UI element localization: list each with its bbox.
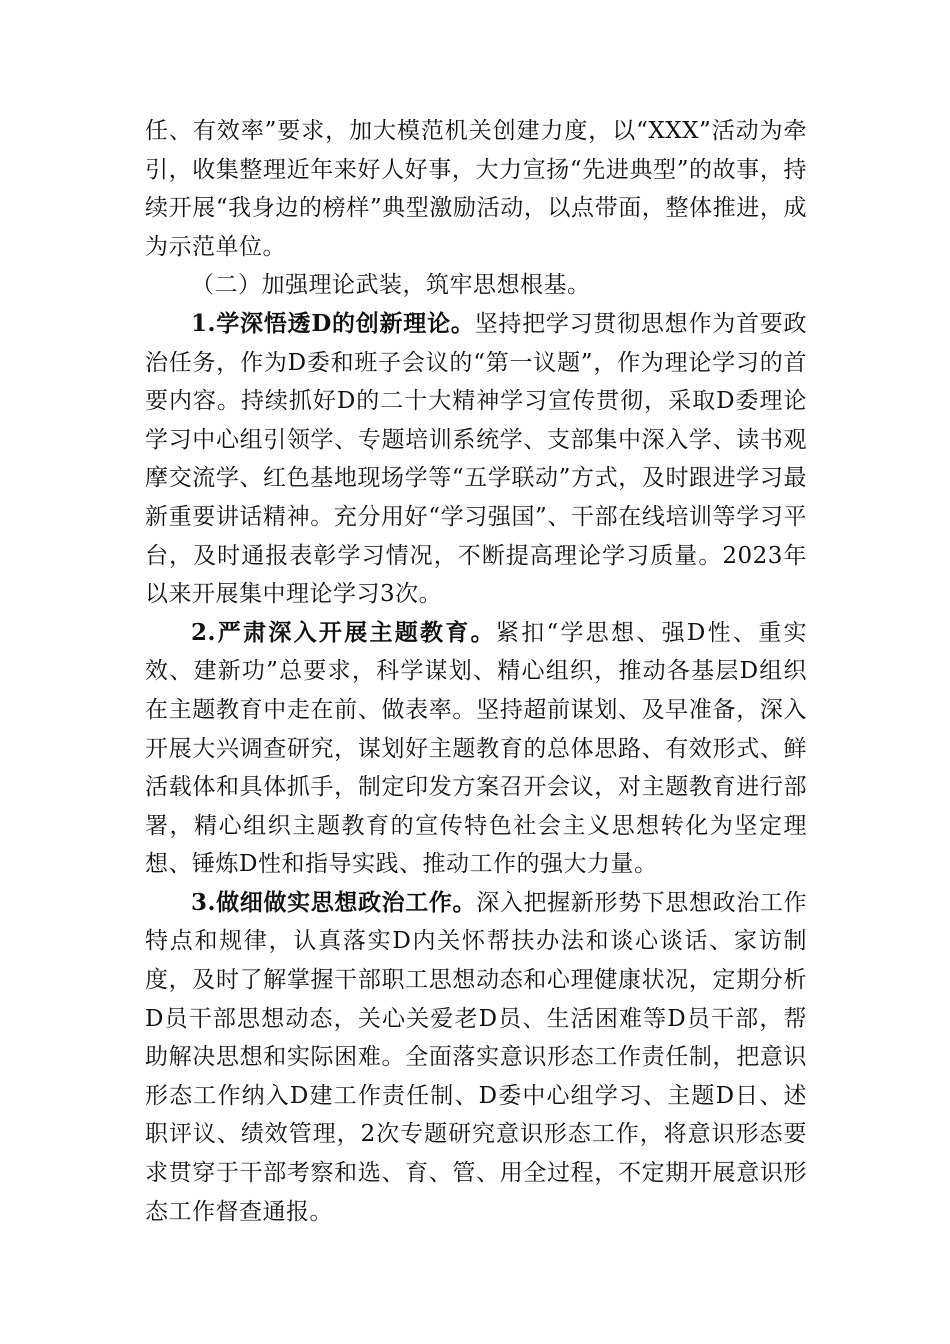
item-title-2: 2.严肃深入开展主题教育。 <box>191 618 496 646</box>
intro-paragraph: 任、有效率”要求，加大模范机关创建力度，以“XXX”活动为牵引，收集整理近年来好人好事，大力宣扬“先进典型”的故事，持续开展“我身边的榜样”典型激励活动，以点带面，整体推进，成为示范单位。 <box>145 118 807 260</box>
item-body-2: 紧扣“学思想、强D性、重实效、建新功”总要求，科学谋划、精心组织，推动各基层D组织在主题教育中走在前、做表率。坚持超前谋划、及早准备，深入开展大兴调查研究，谋划好主题教育的总体思路、有效形式、鲜活载体和具体抓手，制定印发方案召开会议，对主题教育进行部署，精心组织主题教育的宣传特色社会主义思想转化为坚定理想、锤炼D性和指导实践、推动工作的强大力量。 <box>145 619 807 878</box>
item-body-1: 坚持把学习贯彻思想作为首要政治任务，作为D委和班子会议的“第一议题”，作为理论学习的首要内容。持续抓好D的二十大精神学习宣传贯彻，采取D委理论学习中心组引领学、专题培训系统学、支部集中深入学、读书观摩交流学、红色基地现场学等“五学联动”方式，及时跟进学习最新重要讲话精神。充分用好“学习强国”、干部在线培训等学习平台，及时通报表彰学习情况，不断提高理论学习质量。2023年以来开展集中理论学习3次。 <box>145 310 807 608</box>
item-paragraph-3 <box>145 884 807 1231</box>
item-title-3: 3.做细做实思想政治工作。 <box>191 888 477 916</box>
item-title-1: 1.学深悟透D的创新理论。 <box>191 309 475 337</box>
section-heading: （二）加强理论武装，筑牢思想根基。 <box>191 272 591 299</box>
document-page <box>145 112 807 1231</box>
item-body-3: 深入把握新形势下思想政治工作特点和规律，认真落实D内关怀帮扶办法和谈心谈话、家访制度，及时了解掌握干部职工思想动态和心理健康状况，定期分析D员干部思想动态，关心关爱老D员、生活困难等D员干部，帮助解决思想和实际困难。全面落实意识形态工作责任制，把意识形态工作纳入D建工作责任制、D委中心组学习、主题D日、述职评议、绩效管理，2次专题研究意识形态工作，将意识形态要求贯穿于干部考察和选、育、管、用全过程，不定期开展意识形态工作督查通报。 <box>145 889 807 1225</box>
item-paragraph-1 <box>145 305 807 614</box>
item-paragraph-2 <box>145 614 807 884</box>
